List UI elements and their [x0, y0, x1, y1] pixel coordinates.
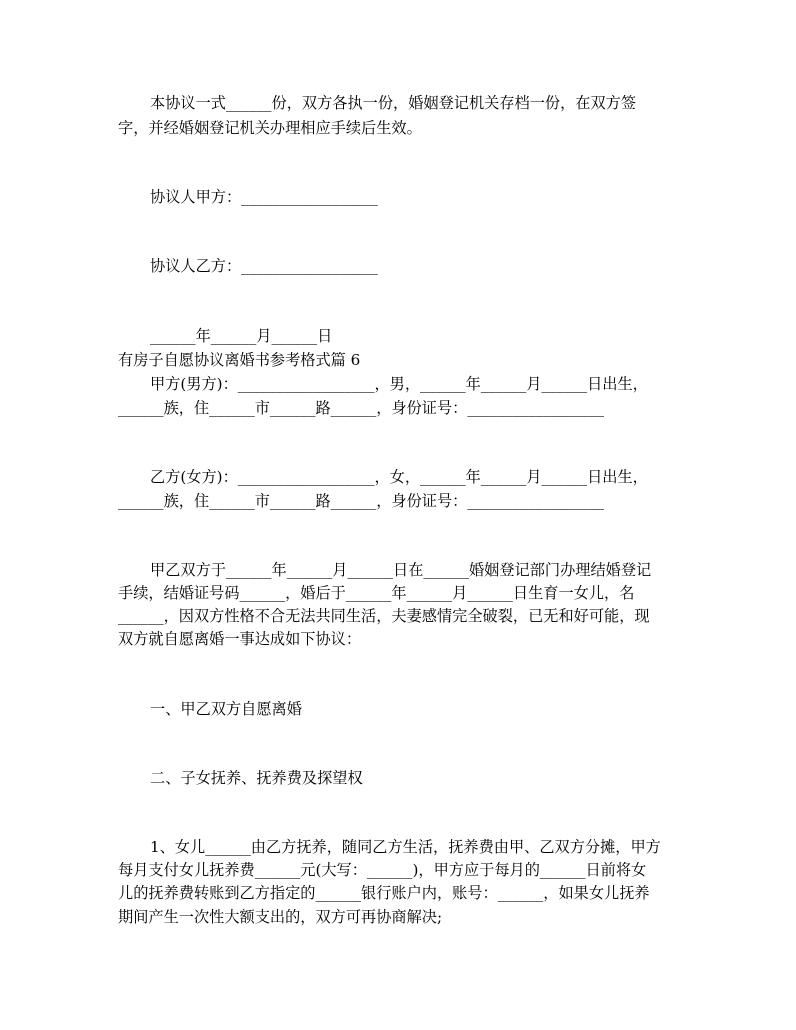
marriage-paragraph-line-3: ______，因双方性格不合无法共同生活，夫妻感情完全破裂，已无和好可能，现 [118, 607, 650, 625]
clause-2-heading: 二、子女抚养、抚养费及探望权 [150, 769, 363, 787]
date-line: ______年______月______日 [150, 327, 333, 345]
party-a-line-1: 甲方(男方)：__________________，男，______年______月______日出生， [150, 375, 648, 393]
copies-paragraph-line-2: 字，并经婚姻登记机关办理相应手续后生效。 [118, 119, 422, 137]
child-support-paragraph-line-1: 1、女儿______由乙方抚养，随同乙方生活，抚养费由甲、乙双方分摊，甲方 [150, 838, 661, 856]
child-support-paragraph-line-3: 儿的抚养费转账到乙方指定的______银行账户内，账号：______，如果女儿抚养 [118, 884, 650, 902]
marriage-paragraph-line-4: 双方就自愿离婚一事达成如下协议： [118, 630, 361, 648]
copies-paragraph-line-1: 本协议一式______份，双方各执一份，婚姻登记机关存档一份，在双方签 [150, 94, 636, 112]
child-support-paragraph-line-4: 期间产生一次性大额支出的，双方可再协商解决; [118, 908, 443, 926]
signer-party-b: 协议人乙方：__________________ [150, 257, 378, 275]
marriage-paragraph-line-1: 甲乙双方于______年______月______日在______婚姻登记部门办理结婚登记 [150, 561, 652, 579]
party-b-line-2: ______族，住______市______路______，身份证号：__________________ [118, 492, 604, 510]
party-a-line-2: ______族，住______市______路______，身份证号：__________________ [118, 399, 604, 417]
party-b-line-1: 乙方(女方)：__________________，女，______年______月______日出生， [150, 468, 648, 486]
marriage-paragraph-line-2: 手续，结婚证号码______，婚后于______年______月______日生育一女儿，名 [118, 584, 635, 602]
clause-1-heading: 一、甲乙双方自愿离婚 [150, 700, 302, 718]
section-title: 有房子自愿协议离婚书参考格式篇 6 [118, 351, 361, 369]
child-support-paragraph-line-2: 每月支付女儿抚养费______元(大写：______)，甲方应于每月的______日前将女 [118, 861, 647, 879]
signer-party-a: 协议人甲方：__________________ [150, 188, 378, 206]
